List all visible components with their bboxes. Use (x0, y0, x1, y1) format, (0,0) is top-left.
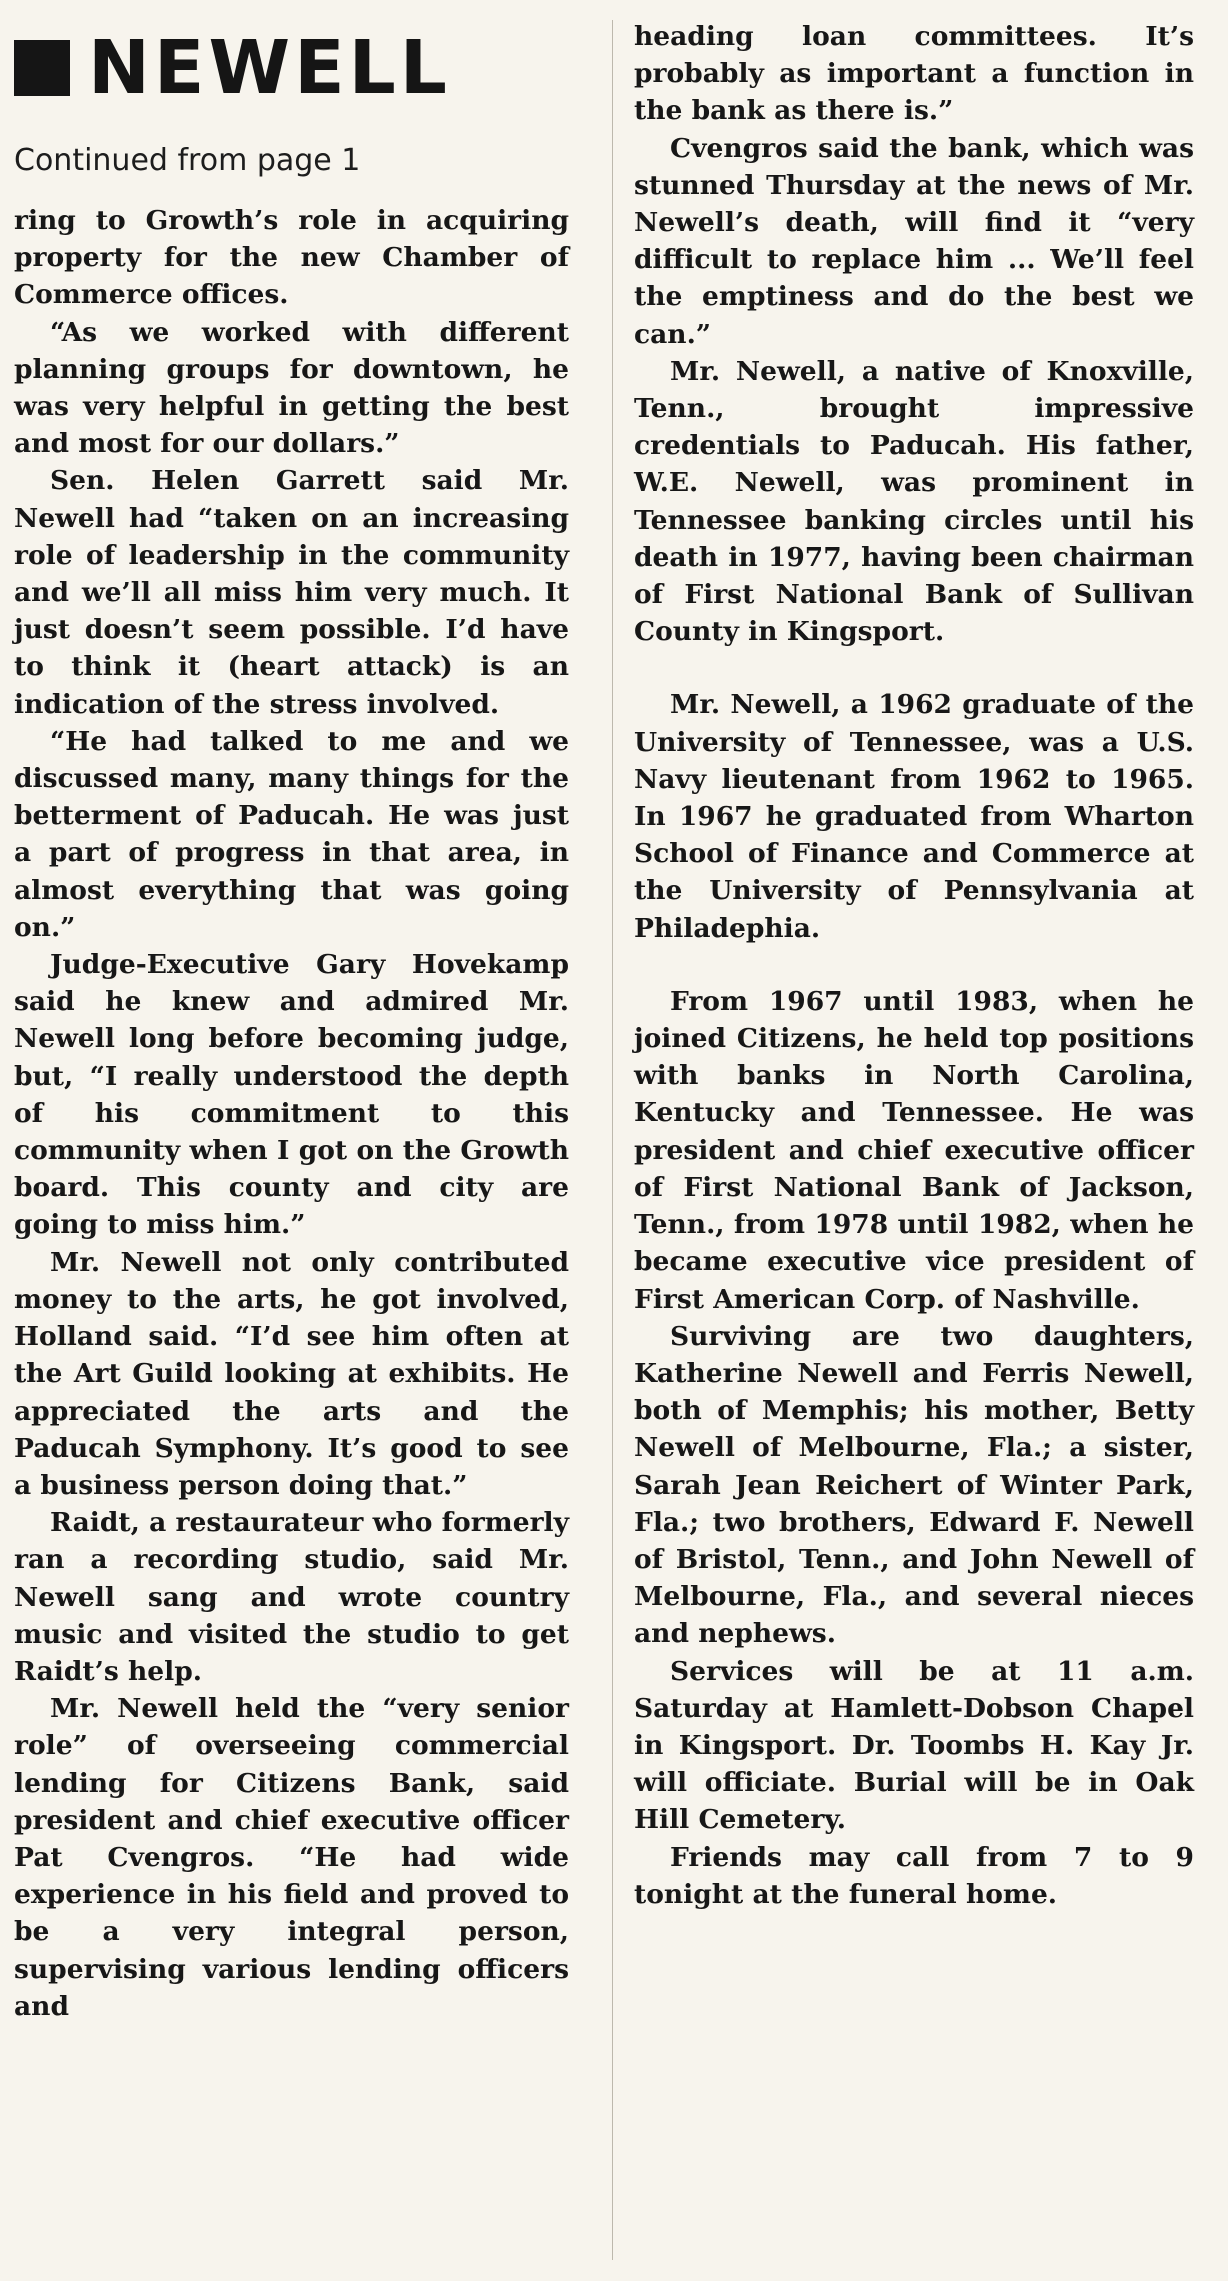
article-paragraph: Services will be at 11 a.m. Saturday at Hamlett-Dobson Chapel in Kingsport. Dr. Toombs H. Kay Jr. will officiate. Burial will be in Oak Hill Cemetery. (634, 1655, 1194, 1836)
article-paragraph: ring to Growth’s role in acquiring property for the new Chamber of Commerce offices. (14, 205, 569, 311)
article-paragraph: From 1967 until 1983, when he joined Citizens, he held top positions with banks in North Carolina, Kentucky and Tennessee. He was president and chief executive officer of First National Bank of Jackson, Tenn., from 1978 until 1982, when he became executive vice president of First American Corp. of Nashville. (634, 985, 1194, 1315)
continued-from-label: Continued from page 1 (14, 143, 361, 178)
article-paragraph: Mr. Newell, a native of Knoxville, Tenn., brought impressive credentials to Paducah. His father, W.E. Newell, was prominent in Tennessee banking circles until his death in 1977, having been chairman of First National Bank of Sullivan County in Kingsport. (634, 355, 1194, 648)
article-paragraph: Sen. Helen Garrett said Mr. Newell had “taken on an increasing role of leadership in the community and we’ll all miss him very much. It just doesn’t seem possible. I’d have to think it (heart attack) is an indication of the stress involved. (14, 465, 569, 720)
article-paragraph: Mr. Newell held the “very senior role” of overseeing commercial lending for Citizens Bank, said president and chief executive officer Pat Cvengros. “He had wide experience in his field and proved to be a very integral person, supervising various lending officers and (14, 1693, 569, 2022)
article-paragraph: Mr. Newell not only contributed money to the arts, he got involved, Holland said. “I’d see him often at the Art Guild looking at exhibits. He appreciated the arts and the Paducah Symphony. It’s good to see a business person doing that.” (14, 1246, 569, 1501)
article-paragraph: heading loan committees. It’s probably as important a function in the bank as there is.” (634, 21, 1194, 127)
article-paragraph: Mr. Newell, a 1962 graduate of the University of Tennessee, was a U.S. Navy lieutenant from 1962 to 1965. In 1967 he graduated from Wharton School of Finance and Commerce at the University of Pennsylvania at Philadephia. (634, 689, 1194, 944)
article-paragraph: Surviving are two daughters, Katherine Newell and Ferris Newell, both of Memphis; his mother, Betty Newell of Melbourne, Fla.; a sister, Sarah Jean Reichert of Winter Park, Fla.; two brothers, Edward F. Newell of Bristol, Tenn., and John Newell of Melbourne, Fla., and several nieces and nephews. (634, 1320, 1194, 1650)
left-article-column (14, 202, 569, 2025)
article-paragraph: Friends may call from 7 to 9 tonight at the funeral home. (634, 1841, 1194, 1910)
article-paragraph: Raidt, a restaurateur who formerly ran a recording studio, said Mr. Newell sang and wrote country music and visited the studio to get Raidt’s help. (14, 1507, 569, 1687)
right-article-column (634, 18, 1194, 1913)
article-paragraph: “As we worked with different planning groups for downtown, he was very helpful in getting the best and most for our dollars.” (14, 316, 569, 460)
headline-square-bullet (14, 40, 70, 96)
article-paragraph: Cvengros said the bank, which was stunned Thursday at the news of Mr. Newell’s death, will find it “very difficult to replace him ... We’ll feel the emptiness and do the best we can.” (634, 132, 1194, 350)
headline (14, 22, 451, 114)
column-rule (612, 20, 613, 2260)
article-paragraph: Judge-Executive Gary Hovekamp said he knew and admired Mr. Newell long before becoming judge, but, “I really understood the depth of his commitment to this community when I got on the Growth board. This county and city are going to miss him.” (14, 949, 569, 1241)
article-paragraph: “He had talked to me and we discussed many, many things for the betterment of Paducah. He was just a part of progress in that area, in almost everything that was going on.” (14, 725, 569, 943)
headline-text: NEWELL (88, 25, 451, 111)
